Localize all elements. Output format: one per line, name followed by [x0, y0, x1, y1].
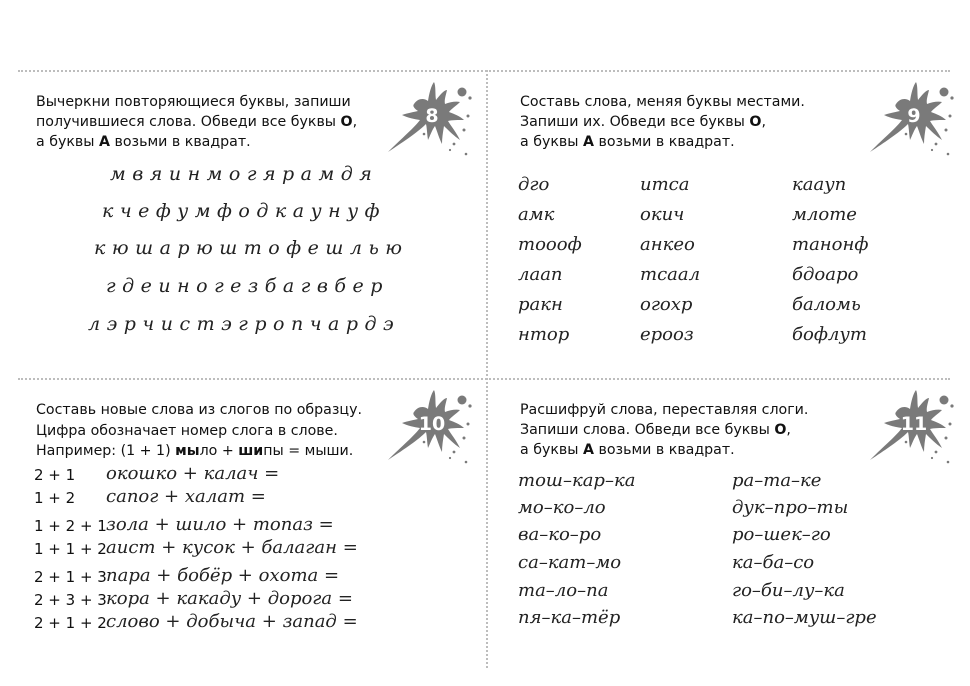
instruction-text: Запиши слова. Обведи все буквы [520, 422, 775, 438]
syllable-formula: 2 + 1 [34, 466, 76, 484]
task-number-badge [866, 68, 962, 164]
scrambled-word: танонф [792, 234, 869, 255]
task-number: 11 [900, 413, 928, 435]
scrambled-word: тсаал [640, 264, 701, 285]
instruction-text: возьми в квадрат. [593, 134, 735, 150]
task-8-instruction [36, 92, 357, 152]
syllable-expression: пара + бобёр + охота = [106, 565, 340, 586]
instruction-line [520, 440, 808, 460]
syllable-expression: окошко + калач = [106, 463, 280, 484]
scrambled-word: баломь [792, 294, 861, 315]
letter-row: кчефумфодкаунуф [102, 200, 387, 222]
example-line [36, 441, 362, 462]
scrambled-syllables: ка–ба–со [732, 552, 815, 573]
instruction-text: , [786, 422, 791, 438]
scrambled-word: бофлут [792, 324, 867, 345]
syllable-formula: 2 + 1 + 3 [34, 568, 107, 586]
letter-row: кюшарюштофешлью [94, 237, 409, 259]
scrambled-syllables: са–кат–мо [518, 552, 622, 573]
scrambled-syllables: мо–ко–ло [518, 497, 606, 518]
bold-letter-o: О [340, 114, 353, 130]
divider-middle [18, 378, 950, 380]
scrambled-syllables: тош–кар–ка [518, 470, 636, 491]
task-number: 10 [418, 413, 446, 435]
instruction-text: возьми в квадрат. [593, 442, 735, 458]
scrambled-syllables: ка–по–муш–гре [732, 607, 877, 628]
scrambled-syllables: го–би–лу–ка [732, 580, 845, 601]
scrambled-syllables: пя–ка–тёр [518, 607, 621, 628]
instruction-line [36, 132, 357, 152]
task-number-badge [384, 376, 480, 472]
scrambled-word: каауп [792, 174, 847, 195]
scrambled-syllables: ра–та–ке [732, 470, 822, 491]
task-9-instruction [520, 92, 805, 152]
syllable-formula: 1 + 2 [34, 489, 76, 507]
syllable-formula: 1 + 2 + 1 [34, 517, 107, 535]
instruction-text: а буквы [520, 134, 583, 150]
example-bold-syllable: мы [175, 443, 200, 459]
scrambled-syllables: ва–ко–ро [518, 524, 602, 545]
bold-letter-a: А [583, 442, 594, 458]
syllable-formula: 2 + 3 + 3 [34, 591, 107, 609]
syllable-formula: 2 + 1 + 2 [34, 614, 107, 632]
example-text: ло + [199, 443, 239, 459]
instruction-text: получившиеся слова. Обведи все буквы [36, 114, 341, 130]
letter-row: мвяинмогярамдя [110, 163, 379, 185]
scrambled-word: млоте [792, 204, 857, 225]
instruction-line: Составь новые слова из слогов по образцу. [36, 402, 362, 418]
example-bold-syllable: ши [238, 443, 264, 459]
letter-row: лэрчистэгропчардэ [88, 313, 401, 335]
task-11-instruction [520, 400, 808, 460]
task-number: 8 [425, 105, 439, 127]
divider-vertical [486, 70, 488, 668]
scrambled-word: лаап [518, 264, 563, 285]
syllable-expression: зола + шило + топаз = [106, 514, 334, 535]
scrambled-syllables: ро–шек–го [732, 524, 831, 545]
instruction-text: , [761, 114, 766, 130]
instruction-text: Запиши их. Обведи все буквы [520, 114, 750, 130]
instruction-text: , [352, 114, 358, 130]
scrambled-word: нтор [518, 324, 570, 345]
scrambled-word: огохр [640, 294, 693, 315]
syllable-expression: аист + кусок + балаган = [106, 537, 358, 558]
syllable-expression: слово + добыча + запад = [106, 611, 358, 632]
divider-top [18, 70, 950, 72]
scrambled-word: ерооз [640, 324, 694, 345]
bold-letter-o: О [774, 422, 787, 438]
example-text: пы = мыши. [263, 443, 354, 459]
instruction-line [36, 112, 357, 132]
instruction-text: а буквы [36, 134, 99, 150]
example-text: Например: (1 + 1) [36, 443, 176, 459]
task-number: 9 [907, 105, 921, 127]
bold-letter-a: А [99, 134, 110, 150]
task-number-badge [384, 68, 480, 164]
task-number-badge [866, 376, 962, 472]
syllable-formula: 1 + 1 + 2 [34, 540, 107, 558]
scrambled-word: бдоаро [792, 264, 859, 285]
bold-letter-o: О [749, 114, 762, 130]
bold-letter-a: А [583, 134, 594, 150]
instruction-line: Составь слова, меняя буквы местами. [520, 94, 805, 110]
instruction-text: возьми в квадрат. [109, 134, 251, 150]
scrambled-word: тоооф [518, 234, 582, 255]
scrambled-word: итса [640, 174, 690, 195]
instruction-line: Цифра обозначает номер слога в слове. [36, 422, 338, 439]
instruction-text: а буквы [520, 442, 583, 458]
instruction-line: Расшифруй слова, переставляя слоги. [520, 402, 809, 418]
scrambled-syllables: та–ло–па [518, 580, 609, 601]
instruction-line [520, 420, 808, 440]
syllable-expression: сапог + халат = [106, 486, 266, 507]
scrambled-word: окич [640, 204, 685, 225]
scrambled-word: ракн [518, 294, 563, 315]
instruction-line: Вычеркни повторяющиеся буквы, запиши [36, 94, 351, 110]
scrambled-word: дго [518, 174, 550, 195]
letter-row: гдеиногезбагвбер [106, 275, 389, 297]
scrambled-word: амк [518, 204, 555, 225]
scrambled-syllables: дук–про–ты [732, 497, 849, 518]
syllable-expression: кора + какаду + дорога = [106, 588, 353, 609]
instruction-line [520, 132, 805, 152]
scrambled-word: анкео [640, 234, 695, 255]
instruction-line [520, 112, 805, 132]
task-10-instruction [36, 400, 362, 462]
